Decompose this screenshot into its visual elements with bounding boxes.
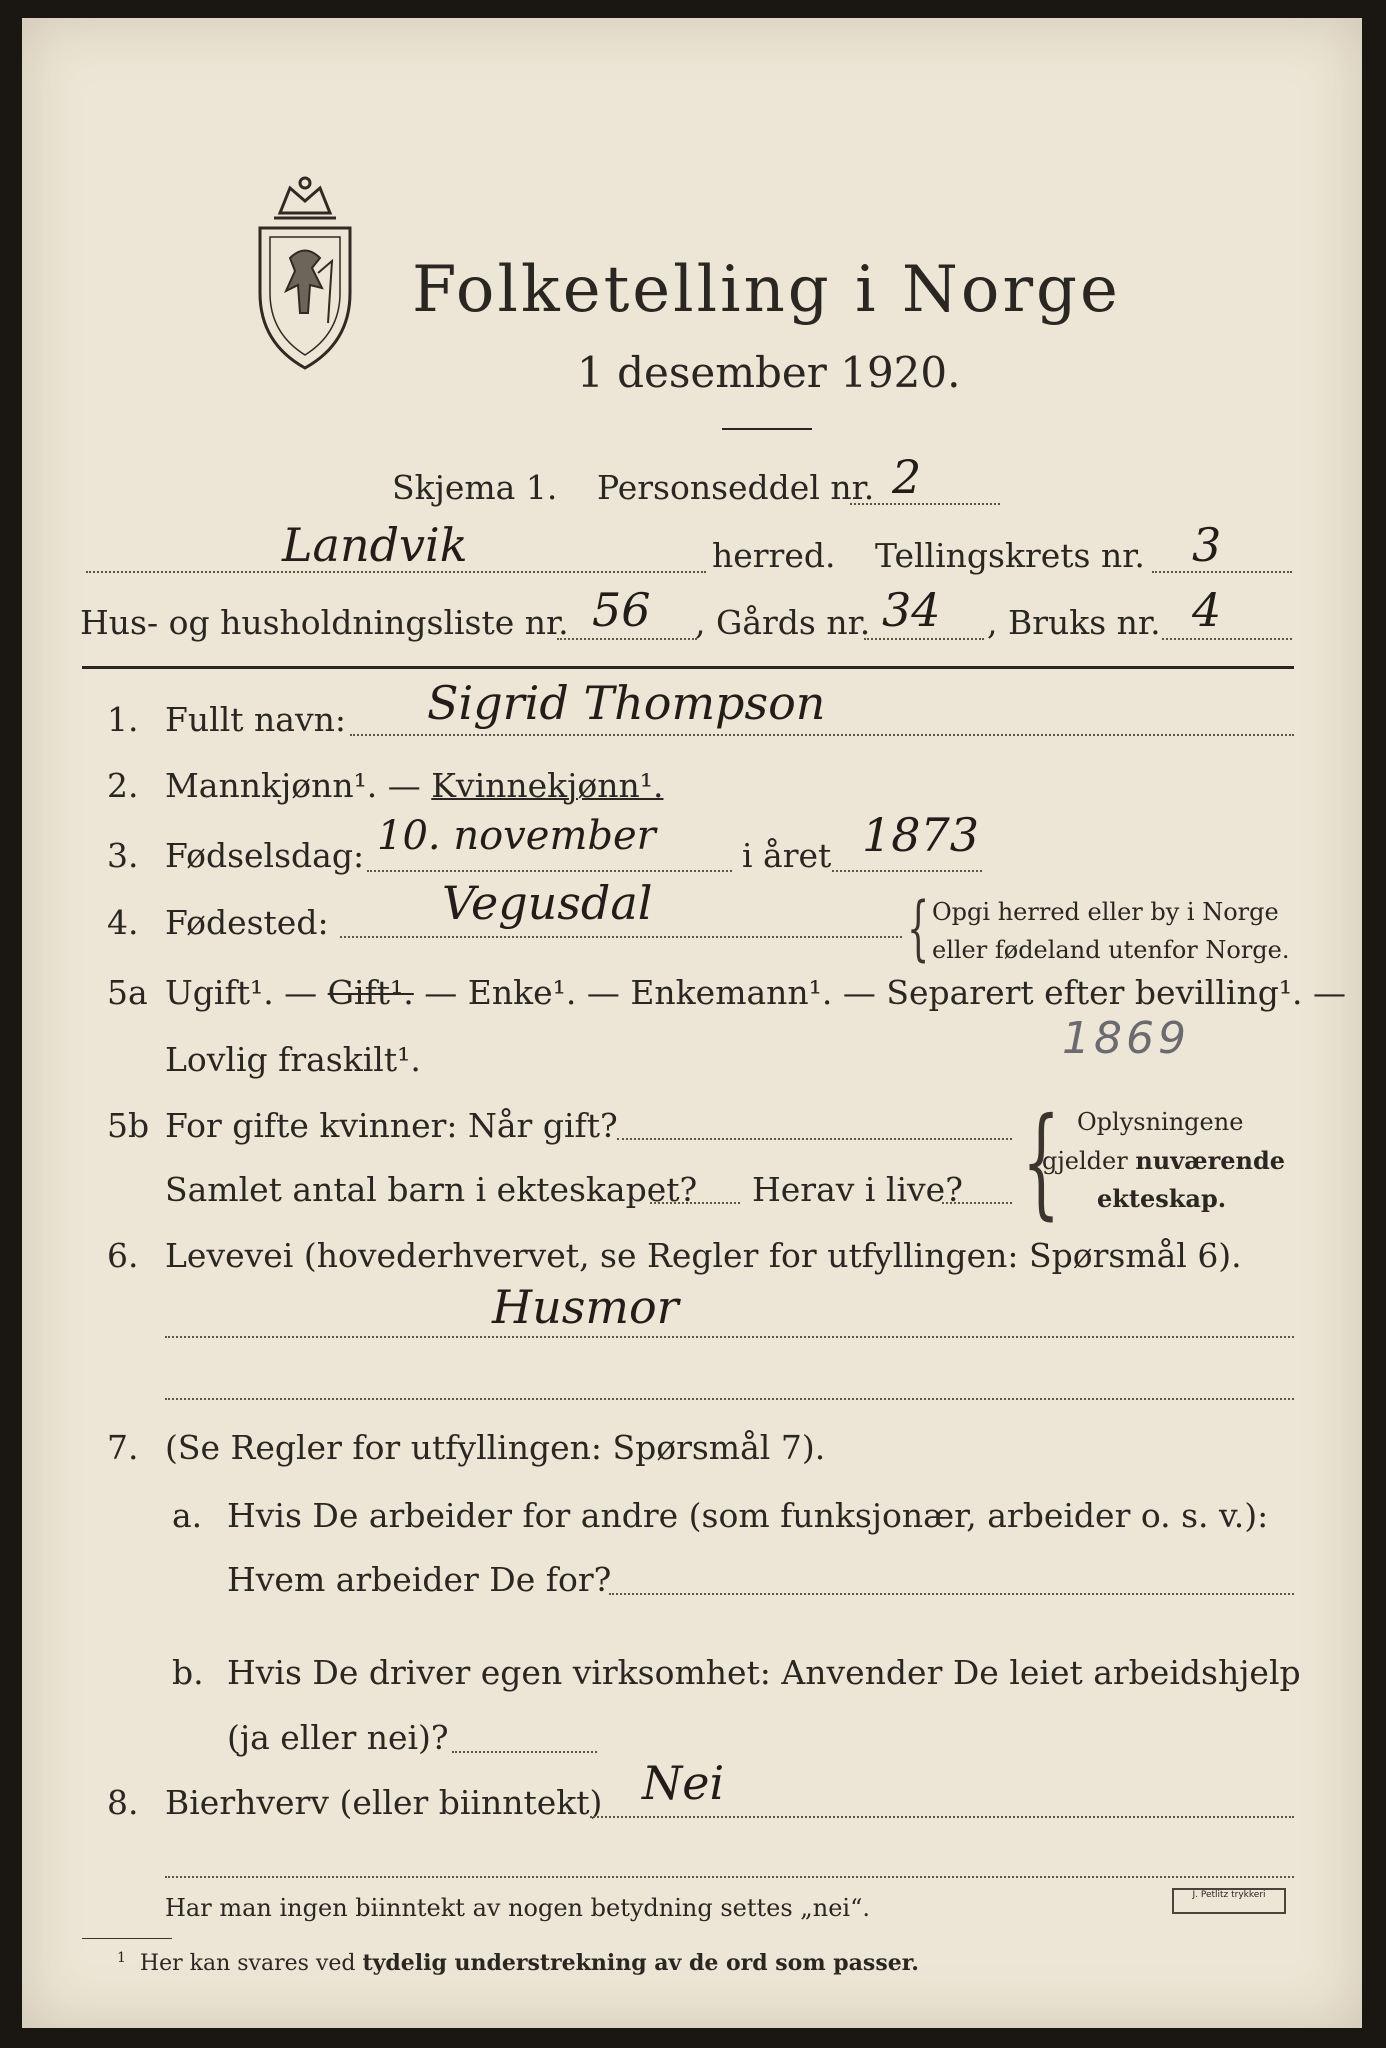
herred-value: Landvik [282,518,468,572]
q6-label: Levevei (hovederhvervet, se Regler for utfyllingen: Spørsmål 6). [165,1236,1242,1275]
q7a-employer-label: Hvem arbeider De for? [227,1560,612,1599]
tellingskrets-label: Tellingskrets nr. [875,536,1145,575]
q4-label: Fødested: [165,903,329,942]
q7b-yes-no-label: (ja eller nei)? [227,1718,449,1757]
gards-label: , Gårds nr. [695,603,871,642]
birthplace-note-1: Opgi herred eller by i Norge [932,898,1279,926]
birthplace-note-2: eller fødeland utenfor Norge. [932,936,1290,964]
hus-value: 56 [592,583,651,637]
q6-number: 6. [107,1236,139,1275]
full-name-value: Sigrid Thompson [427,676,826,730]
q4-number: 4. [107,903,139,942]
gards-value: 34 [882,583,941,637]
q7b-label: Hvis De driver egen virksomhet: Anvender De leiet arbeidshjelp [227,1653,1301,1692]
pencil-annotation: 1869 [1062,1013,1190,1064]
form-date: 1 desember 1920. [577,348,961,397]
printer-stamp: J. Petlitz trykkeri [1172,1888,1286,1914]
birthplace-value: Vegusdal [442,876,653,930]
marriage-note-2: gjelder nuværende [1042,1146,1286,1175]
q5b-when-married: For gifte kvinner: Når gift? [165,1106,618,1145]
schema-label: Skjema 1. [392,468,558,507]
gender-line: Mannkjønn¹. — Kvinnekjønn¹. [165,766,664,805]
q5b-children: Samlet antal barn i ekteskapet? [165,1170,698,1209]
census-form: Folketelling i Norge 1 desember 1920. Skjema 1. Personseddel nr. 2 Landvik herred. Tellingskrets nr. 3 Hus- og husholdningsliste nr. 56 , Gårds nr. 34 , Bruks nr. 4 1. Fullt navn: Sigrid Thompson 2. Mannkjønn¹. — Kvinnekjønn¹. 3. Fødselsdag: 10. november i året 1873 4. Fødested: Vegusdal { Opgi herred eller by i Norge eller fødeland utenfor Norge. 5a Ugift¹. — Gift¹. — Enke¹. — Enkemann¹. — Separert efter bevilling¹. — Lovlig fraskilt¹. 1869 5b For gifte kvinner: Når gift? Samlet antal barn i ekteskapet? Herav i live? { Oplysningene gjelder nuværende ekteskap. 6. Levevei (hovederhvervet, se Regler for utfyllingen: Spørsmål 6). Husmor 7. (Se Regler for utfyllingen: Spørsmål 7). a. Hvis De arbeider for andre (som funksjonær, arbeider o. s. v.): Hvem arbeider De for? b. Hvis De driver egen virksomhet: Anvender De leiet arbeidshjelp (ja eller nei)? 8. Bierhverv (eller biinntekt) Nei Har man ingen biinntekt av nogen betydning settes „nei“. $^1$ Her kan svares ved tydelig understrekning av de ord som passer. J. Petlitz trykkeri [22,18,1362,2028]
q3-label: Fødselsdag: [165,836,365,875]
q2-number: 2. [107,766,139,805]
q1-label: Fullt navn: [165,700,346,739]
q3-year-label: i året [742,836,832,875]
q7-number: 7. [107,1428,139,1467]
divorced-label: Lovlig fraskilt¹. [165,1040,421,1079]
form-title: Folketelling i Norge [412,253,1121,327]
gender-male: Mannkjønn¹. [165,766,378,805]
side-income-value: Nei [642,1756,725,1810]
occupation-value: Husmor [492,1280,679,1334]
q8-number: 8. [107,1783,139,1822]
tellingskrets-value: 3 [1192,518,1222,572]
coat-of-arms-icon [250,173,360,373]
bruks-label: , Bruks nr. [987,603,1161,642]
q5a-number: 5a [107,973,148,1012]
section-divider [82,666,1294,669]
birth-year-value: 1873 [862,808,980,862]
q7a-label: Hvis De arbeider for andre (som funksjonær, arbeider o. s. v.): [227,1496,1269,1535]
bruks-value: 4 [1192,583,1222,637]
married-struck: Gift¹. [327,973,414,1012]
marriage-note-1: Oplysningene [1077,1108,1244,1136]
hus-label: Hus- og husholdningsliste nr. [80,603,569,642]
q5b-alive: Herav i live? [752,1170,963,1209]
q1-number: 1. [107,700,139,739]
personseddel-value: 2 [892,450,922,504]
birthday-value: 10. november [377,813,656,859]
q5b-number: 5b [107,1106,150,1145]
herred-label: herred. [712,536,836,575]
q8-label: Bierhverv (eller biinntekt) [165,1783,603,1822]
q3-number: 3. [107,836,139,875]
side-income-note: Har man ingen biinntekt av nogen betydning settes „nei“. [165,1894,870,1922]
title-divider [722,428,812,430]
q7b-letter: b. [172,1653,204,1692]
personseddel-label: Personseddel nr. [597,468,875,507]
marriage-note-3: ekteskap. [1097,1184,1227,1213]
footnote: $^1$ Her kan svares ved tydelig understrekning av de ord som passer. [117,1950,919,1976]
marital-status-line: Ugift¹. — Gift¹. — Enke¹. — Enkemann¹. — Separert efter bevilling¹. — [165,973,1347,1012]
q7-label: (Se Regler for utfyllingen: Spørsmål 7). [165,1428,826,1467]
q7a-letter: a. [172,1496,203,1535]
gender-female-underlined: Kvinnekjønn¹. [431,766,664,805]
